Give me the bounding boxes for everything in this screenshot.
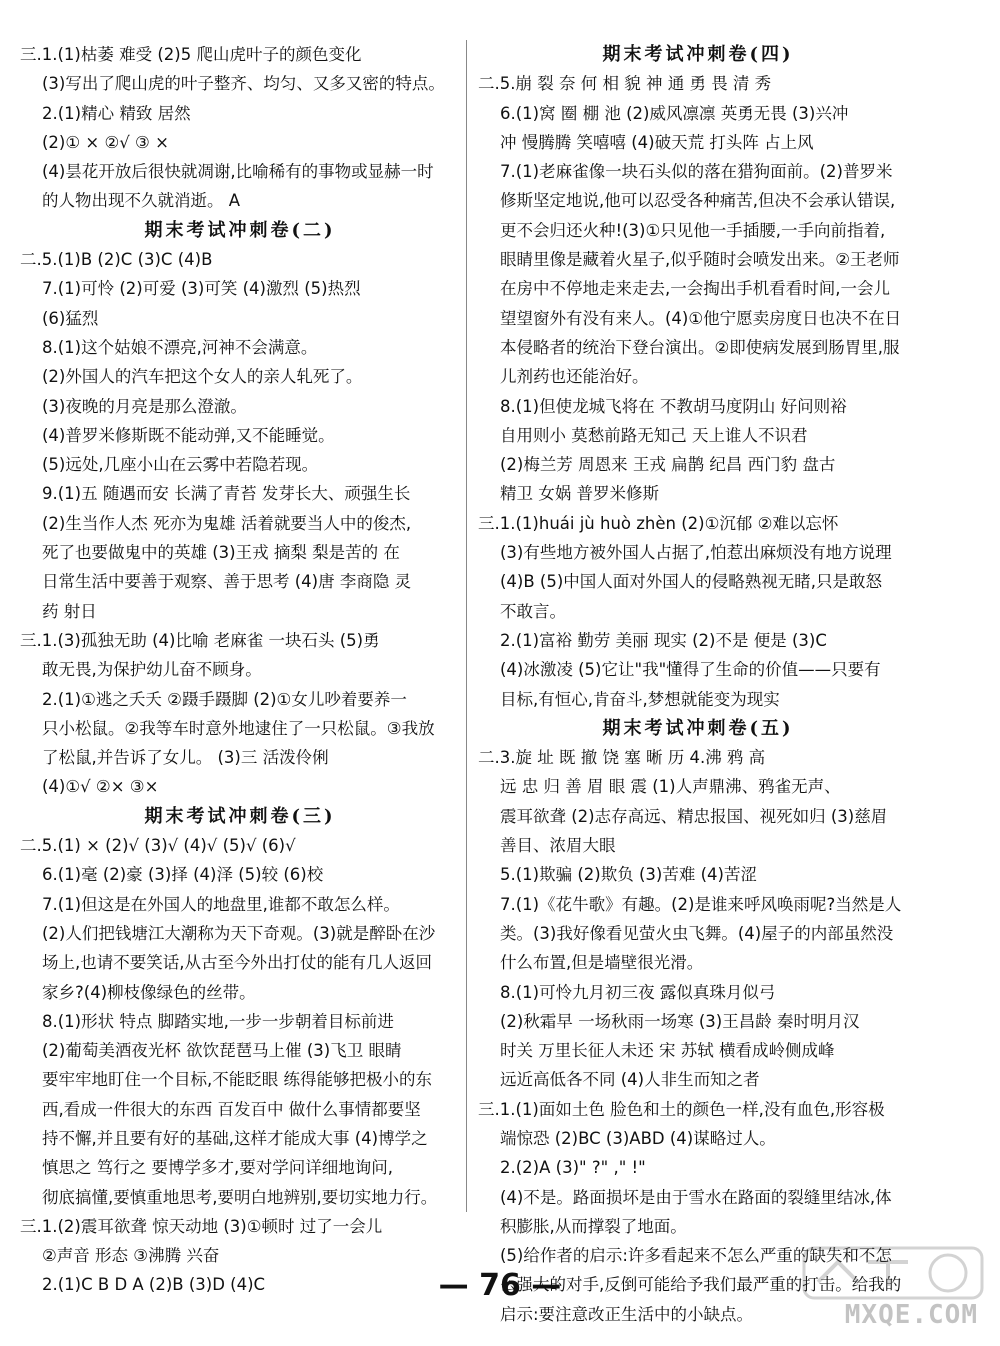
answer-line: (5)远处,几座小山在云雾中若隐若现。 [42, 455, 319, 475]
watermark-text: MXQE.COM [844, 1300, 978, 1330]
answer-line: 只小松鼠。②我等车时意外地逮住了一只松鼠。③我放 [42, 718, 435, 738]
answer-line: (2)① × ②√ ③ × [42, 132, 169, 152]
answer-line: 敢无畏,为保护幼儿奋不顾身。 [42, 660, 262, 680]
answer-line: 二.5.(1) × (2)√ (3)√ (4)√ (5)√ (6)√ [20, 836, 296, 856]
section-title: 期末考试冲刺卷(三) [144, 805, 336, 827]
answer-line: 5.(1)欺骗 (2)欺负 (3)苦难 (4)苦涩 [500, 865, 757, 885]
answer-line: 启示:要注意改正生活中的小缺点。 [500, 1304, 754, 1324]
answer-line: (6)猛烈 [42, 308, 99, 328]
answer-line: 2.(1)C B D A (2)B (3)D (4)C [42, 1275, 266, 1295]
answer-line: 本侵略者的统治下登台演出。②即使病发展到肠胃里,服 [500, 337, 900, 357]
left-column [20, 40, 460, 1300]
answer-line: 儿剂药也还能治好。 [500, 367, 649, 387]
answer-line: 8.(1)这个姑娘不漂亮,河神不会满意。 [42, 337, 318, 357]
answer-line: (4)昙花开放后很快就凋谢,比喻稀有的事物或显赫一时 [42, 162, 434, 182]
answer-line: 8.(1)可怜九月初三夜 露似真珠月似弓 [500, 982, 776, 1002]
answer-line: ②声音 形态 ③沸腾 兴奋 [42, 1246, 220, 1266]
answer-line: 三.1.(1)面如土色 脸色和土的颜色一样,没有血色,形容极 [478, 1099, 885, 1119]
section-title: 期末考试冲刺卷(四) [602, 44, 794, 65]
answer-line: 8.(1)但使龙城飞将在 不教胡马度阴山 好问则裕 [500, 396, 847, 416]
answer-line: 三.1.(1)枯萎 难受 (2)5 爬山虎叶子的颜色变化 [20, 45, 362, 64]
answer-line: 2.(1)①逃之夭夭 ②蹑手蹑脚 (2)①女儿吵着要养一 [42, 689, 407, 709]
answer-line: 家乡?(4)柳枝像绿色的丝带。 [42, 982, 256, 1002]
answer-line: 三.1.(3)孤独无助 (4)比喻 老麻雀 一块石头 (5)勇 [20, 630, 380, 650]
answer-line: (3)写出了爬山虎的叶子整齐、均匀、又多又密的特点。 [42, 74, 445, 94]
right-column [478, 40, 918, 1329]
answer-line: 彻底搞懂,要慎重地思考,要明白地辨别,要切实地力行。 [42, 1187, 438, 1207]
answer-line: (4)①√ ②× ③× [42, 777, 159, 797]
answer-line: 药 射日 [42, 601, 97, 621]
section-title: 期末考试冲刺卷(五) [602, 717, 794, 739]
answer-line: 在房中不停地走来走去,一会掏出手机看看时间,一会儿 [500, 279, 890, 299]
answer-line: 2.(1)精心 精致 居然 [42, 103, 191, 123]
answer-line: (5)给作者的启示:许多看起来不怎么严重的缺失和不怎 [500, 1246, 892, 1266]
answer-line: 类。(3)我好像看见萤火虫飞舞。(4)屋子的内部虽然没 [500, 923, 894, 943]
answer-line: 场上,也请不要笑话,从古至今外出打仗的能有几人返回 [42, 953, 432, 973]
answer-line: 的人物出现不久就消逝。 A [42, 191, 241, 211]
answer-line: 震耳欲聋 (2)志存高远、精忠报国、视死如归 (3)慈眉 [500, 806, 888, 826]
answer-line: 端惊恐 (2)BC (3)ABD (4)谋略过人。 [500, 1128, 776, 1148]
answer-line: 8.(1)形状 特点 脚踏实地,一步一步朝着目标前进 [42, 1011, 394, 1031]
answer-line: 远 忠 归 善 眉 眼 震 (1)人声鼎沸、鸦雀无声、 [500, 777, 841, 797]
answer-line: 目标,有恒心,肯奋斗,梦想就能变为现实 [500, 689, 780, 709]
answer-line: 了松鼠,并告诉了女儿。 (3)三 活泼伶俐 [42, 748, 329, 768]
column-divider [466, 40, 467, 1212]
answer-line: 死了也要做鬼中的英雄 (3)王戎 摘梨 梨是苦的 在 [42, 543, 400, 563]
answer-line: 三.1.(2)震耳欲聋 惊天动地 (3)①顿时 过了一会儿 [20, 1216, 383, 1236]
answer-line: 9.(1)五 随遇而安 长满了青苔 发芽长大、顽强生长 [42, 484, 411, 504]
answer-line: (2)外国人的汽车把这个女人的亲人轧死了。 [42, 367, 363, 387]
answer-line: (2)葡萄美酒夜光杯 欲饮琵琶马上催 (3)飞卫 眼睛 [42, 1041, 402, 1061]
answer-line: 望望窗外有没有来人。(4)①他宁愿卖房度日也决不在日 [500, 308, 902, 328]
answer-line: 不敢言。 [500, 601, 566, 621]
answer-line: 冲 慢腾腾 笑嘻嘻 (4)破天荒 打头阵 占上风 [500, 132, 814, 152]
answer-line: 二.5.崩 裂 奈 何 相 貌 神 通 勇 畏 清 秀 [478, 74, 772, 94]
answer-line: (2)秋霜早 一场秋雨一场寒 (3)王昌龄 秦时明月汉 [500, 1011, 860, 1031]
answer-line: 7.(1)可怜 (2)可爱 (3)可笑 (4)激烈 (5)热烈 [42, 279, 361, 299]
answer-line: 二.3.旋 址 既 撤 饶 塞 晰 历 4.沸 鸦 高 [478, 748, 766, 768]
answer-line: 积膨胀,从而撑裂了地面。 [500, 1216, 687, 1236]
answer-line: 时关 万里长征人未还 宋 苏轼 横看成岭侧成峰 [500, 1041, 835, 1061]
answer-line: (4)冰激凌 (5)它让"我"懂得了生命的价值——只要有 [500, 660, 881, 680]
answer-line: 什么布置,但是墙壁很光滑。 [500, 953, 704, 973]
section-title: 期末考试冲刺卷(二) [144, 219, 336, 241]
answer-line: 么强大的对手,反倒可能给予我们最严重的打击。给我的 [500, 1275, 902, 1295]
answer-line: (4)不是。路面损坏是由于雪水在路面的裂缝里结冰,体 [500, 1187, 892, 1207]
answer-line: 三.1.(1)huái jù huò zhèn (2)①沉郁 ②难以忘怀 [478, 513, 839, 533]
answer-line: 持不懈,并且要有好的基础,这样才能成大事 (4)博学之 [42, 1128, 428, 1148]
answer-line: (2)人们把钱塘江大潮称为天下奇观。(3)就是醉卧在沙 [42, 923, 436, 943]
answer-line: 7.(1)但这是在外国人的地盘里,谁都不敢怎么样。 [42, 894, 400, 914]
answer-line: 二.5.(1)B (2)C (3)C (4)B [20, 250, 213, 270]
answer-line: 2.(2)A (3)" ?" ," !" [500, 1158, 646, 1178]
answer-line: 日常生活中要善于观察、善于思考 (4)唐 李商隐 灵 [42, 572, 412, 592]
answer-line: 2.(1)富裕 勤劳 美丽 现实 (2)不是 便是 (3)C [500, 630, 827, 650]
answer-line: (3)夜晚的月亮是那么澄澈。 [42, 396, 247, 416]
answer-line: 要牢牢地盯住一个目标,不能眨眼 练得能够把极小的东 [42, 1070, 432, 1090]
answer-line: 更不会归还火种!(3)①只见他一手插腰,一手向前指着, [500, 220, 886, 240]
answer-line: 7.(1)老麻雀像一块石头似的落在猎狗面前。(2)普罗米 [500, 162, 893, 182]
answer-line: 眼睛里像是藏着火星子,似乎随时会喷发出来。②王老师 [500, 250, 900, 270]
answer-line: 自用则小 莫愁前路无知己 天上谁人不识君 [500, 425, 808, 445]
answer-line: (2)梅兰芳 周恩来 王戎 扁鹊 纪昌 西门豹 盘古 [500, 455, 836, 475]
answer-line: 慎思之 笃行之 要博学多才,要对学问详细地询问, [42, 1158, 393, 1178]
answer-line: (2)生当作人杰 死亦为鬼雄 活着就要当人中的俊杰, [42, 513, 412, 533]
answer-line: 6.(1)窝 圈 棚 池 (2)威风凛凛 英勇无畏 (3)兴冲 [500, 103, 849, 123]
answer-line: (4)B (5)中国人面对外国人的侵略熟视无睹,只是敢怒 [500, 572, 883, 592]
answer-line: 精卫 女娲 普罗米修斯 [500, 484, 659, 504]
answer-line: (4)普罗米修斯既不能动弹,又不能睡觉。 [42, 425, 335, 445]
answer-line: (3)有些地方被外国人占据了,怕惹出麻烦没有地方说理 [500, 543, 892, 563]
answer-line: 西,看成一件很大的东西 百发百中 做什么事情都要坚 [42, 1099, 421, 1119]
answer-line: 7.(1)《花牛歌》有趣。(2)是谁来呼风唤雨呢?当然是人 [500, 894, 902, 914]
answer-line: 远近高低各不同 (4)人非生而知之者 [500, 1070, 760, 1090]
answer-line: 善目、浓眉大眼 [500, 836, 616, 856]
answer-line: 6.(1)毫 (2)豪 (3)择 (4)泽 (5)较 (6)校 [42, 865, 324, 885]
answer-line: 修斯坚定地说,他可以忍受各种痛苦,但决不会承认错误, [500, 191, 896, 211]
page-number: — 76 — [438, 1268, 562, 1303]
